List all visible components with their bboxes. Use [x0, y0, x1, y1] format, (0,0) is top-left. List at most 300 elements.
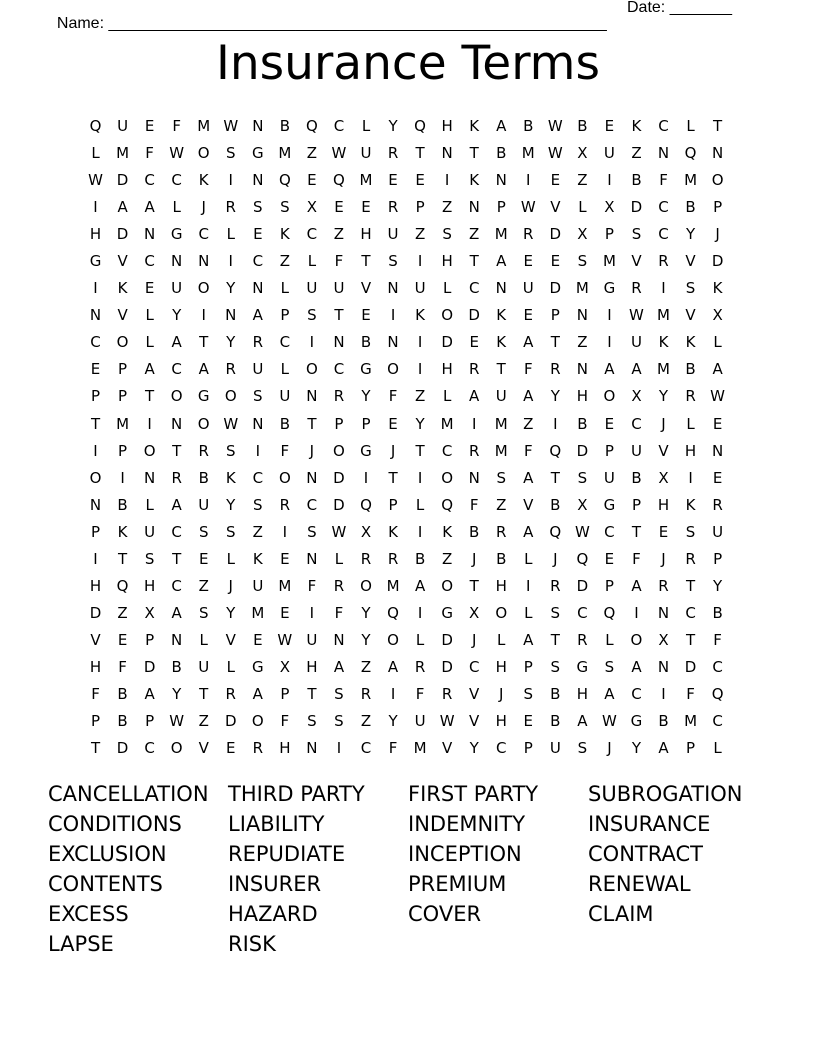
grid-cell[interactable]: I — [309, 333, 315, 352]
grid-cell[interactable]: H — [306, 657, 318, 676]
grid-cell[interactable]: P — [604, 441, 614, 460]
grid-cell[interactable]: T — [361, 252, 371, 271]
grid-cell[interactable]: N — [657, 657, 670, 676]
grid-cell[interactable]: I — [93, 198, 98, 217]
grid-cell[interactable]: Y — [172, 684, 182, 703]
grid-cell[interactable]: Z — [306, 144, 318, 163]
grid-cell[interactable]: T — [199, 333, 209, 352]
grid-cell[interactable]: A — [144, 360, 155, 379]
grid-cell[interactable]: Y — [226, 495, 236, 514]
grid-cell[interactable]: G — [576, 657, 589, 676]
grid-cell[interactable]: H — [143, 576, 156, 595]
grid-cell[interactable]: G — [89, 252, 102, 271]
grid-cell[interactable]: F — [469, 495, 479, 514]
grid-cell[interactable]: O — [170, 739, 183, 758]
grid-cell[interactable]: U — [414, 712, 426, 731]
grid-cell[interactable]: I — [309, 603, 315, 622]
grid-cell[interactable]: R — [252, 739, 264, 758]
grid-cell[interactable]: N — [306, 739, 318, 758]
grid-cell[interactable]: S — [550, 657, 561, 676]
grid-cell[interactable]: C — [333, 117, 345, 135]
grid-cell[interactable]: M — [116, 144, 130, 163]
grid-cell[interactable]: G — [603, 279, 616, 298]
grid-cell[interactable]: M — [494, 414, 508, 433]
grid-cell[interactable]: A — [252, 684, 263, 703]
grid-cell[interactable]: B — [279, 117, 290, 135]
grid-cell[interactable]: M — [521, 144, 535, 163]
grid-cell[interactable]: S — [253, 495, 263, 514]
grid-cell[interactable]: I — [417, 468, 423, 487]
grid-cell[interactable]: K — [496, 306, 507, 325]
grid-cell[interactable]: I — [417, 252, 423, 271]
grid-cell[interactable]: P — [550, 306, 560, 325]
grid-cell[interactable]: W — [169, 144, 185, 163]
grid-cell[interactable]: C — [712, 657, 723, 676]
grid-cell[interactable]: N — [144, 225, 156, 244]
grid-cell[interactable]: I — [417, 603, 423, 622]
grid-cell[interactable]: P — [91, 387, 101, 406]
grid-cell[interactable]: U — [630, 441, 642, 460]
grid-cell[interactable]: U — [333, 279, 345, 298]
grid-cell[interactable]: Z — [523, 414, 534, 433]
grid-cell[interactable]: T — [90, 414, 101, 433]
grid-cell[interactable]: W — [331, 144, 347, 163]
grid-cell[interactable]: A — [631, 657, 642, 676]
grid-cell[interactable]: L — [226, 225, 235, 244]
grid-cell[interactable]: X — [306, 198, 318, 217]
grid-cell[interactable]: R — [631, 279, 642, 298]
grid-cell[interactable]: N — [495, 279, 507, 298]
grid-cell[interactable]: F — [334, 603, 344, 622]
grid-cell[interactable]: R — [550, 576, 561, 595]
grid-cell[interactable]: T — [307, 414, 317, 433]
grid-cell[interactable]: Y — [631, 739, 642, 758]
grid-cell[interactable]: B — [279, 414, 290, 433]
grid-cell[interactable]: Y — [226, 333, 236, 352]
grid-cell[interactable]: A — [523, 333, 534, 352]
grid-cell[interactable]: M — [657, 360, 670, 379]
grid-cell[interactable]: N — [252, 414, 264, 433]
grid-cell[interactable]: B — [685, 198, 696, 217]
grid-cell[interactable]: T — [90, 739, 101, 758]
grid-cell[interactable]: Z — [360, 657, 372, 676]
grid-cell[interactable]: L — [713, 333, 722, 352]
grid-cell[interactable]: U — [414, 279, 426, 298]
grid-cell[interactable]: R — [225, 198, 236, 217]
grid-cell[interactable]: A — [198, 360, 209, 379]
grid-cell[interactable]: L — [361, 117, 371, 135]
grid-cell[interactable]: W — [520, 198, 536, 217]
grid-cell[interactable]: R — [658, 576, 669, 595]
grid-cell[interactable]: E — [550, 171, 561, 190]
grid-cell[interactable]: N — [711, 144, 724, 163]
grid-cell[interactable]: I — [93, 549, 98, 568]
grid-cell[interactable]: E — [604, 117, 615, 135]
grid-cell[interactable]: C — [144, 739, 155, 758]
grid-cell[interactable]: A — [604, 360, 615, 379]
grid-cell[interactable]: Y — [388, 712, 398, 731]
grid-cell[interactable]: C — [171, 576, 182, 595]
grid-cell[interactable]: P — [118, 360, 128, 379]
grid-cell[interactable]: O — [441, 306, 454, 325]
grid-cell[interactable]: C — [658, 225, 669, 244]
grid-cell[interactable]: K — [469, 117, 480, 135]
grid-cell[interactable]: T — [631, 522, 642, 541]
grid-cell[interactable]: L — [686, 414, 695, 433]
grid-cell[interactable]: C — [144, 252, 155, 271]
grid-cell[interactable]: F — [659, 171, 668, 190]
grid-cell[interactable]: G — [170, 225, 183, 244]
grid-cell[interactable]: B — [414, 549, 426, 568]
grid-cell[interactable]: N — [252, 171, 264, 190]
grid-cell[interactable]: L — [307, 252, 317, 271]
grid-cell[interactable]: I — [444, 171, 450, 190]
grid-cell[interactable]: H — [657, 495, 670, 514]
grid-cell[interactable]: L — [145, 495, 154, 514]
grid-cell[interactable]: N — [306, 468, 318, 487]
grid-cell[interactable]: R — [414, 657, 426, 676]
grid-cell[interactable]: F — [145, 144, 154, 163]
grid-cell[interactable]: D — [224, 712, 237, 731]
grid-cell[interactable]: N — [441, 144, 453, 163]
grid-cell[interactable]: X — [144, 603, 155, 622]
grid-cell[interactable]: P — [388, 495, 398, 514]
grid-cell[interactable]: B — [469, 522, 480, 541]
grid-cell[interactable]: I — [336, 739, 342, 758]
grid-cell[interactable]: N — [333, 333, 345, 352]
grid-cell[interactable]: L — [226, 657, 235, 676]
grid-cell[interactable]: T — [469, 576, 479, 595]
grid-cell[interactable]: X — [712, 306, 723, 325]
grid-cell[interactable]: A — [523, 468, 534, 487]
grid-cell[interactable]: A — [523, 630, 534, 649]
grid-cell[interactable]: Y — [361, 603, 371, 622]
grid-cell[interactable]: L — [442, 279, 452, 298]
grid-cell[interactable]: C — [279, 333, 291, 352]
grid-cell[interactable]: W — [629, 306, 644, 325]
grid-cell[interactable]: S — [685, 522, 696, 541]
grid-cell[interactable]: O — [278, 468, 291, 487]
grid-cell[interactable]: A — [469, 387, 480, 406]
grid-cell[interactable]: A — [604, 684, 615, 703]
grid-cell[interactable]: D — [684, 657, 697, 676]
grid-cell[interactable]: A — [658, 739, 669, 758]
grid-cell[interactable]: F — [118, 657, 127, 676]
grid-cell[interactable]: K — [442, 522, 453, 541]
grid-cell[interactable]: B — [198, 468, 209, 487]
grid-cell[interactable]: P — [118, 387, 128, 406]
grid-cell[interactable]: R — [252, 333, 264, 352]
grid-cell[interactable]: R — [712, 495, 723, 514]
grid-cell[interactable]: V — [198, 739, 209, 758]
grid-cell[interactable]: Z — [117, 603, 128, 622]
grid-cell[interactable]: T — [550, 333, 560, 352]
grid-cell[interactable]: M — [684, 712, 698, 731]
grid-cell[interactable]: D — [441, 657, 453, 676]
grid-cell[interactable]: Q — [414, 117, 426, 135]
grid-cell[interactable]: V — [523, 495, 534, 514]
grid-cell[interactable]: V — [631, 252, 642, 271]
grid-cell[interactable]: C — [90, 333, 101, 352]
grid-cell[interactable]: W — [547, 144, 563, 163]
grid-cell[interactable]: L — [199, 630, 208, 649]
grid-cell[interactable]: I — [282, 522, 288, 541]
grid-cell[interactable]: E — [307, 171, 317, 190]
grid-cell[interactable]: K — [685, 495, 696, 514]
grid-cell[interactable]: H — [89, 225, 102, 244]
grid-cell[interactable]: W — [439, 712, 455, 731]
grid-cell[interactable]: S — [685, 279, 696, 298]
grid-cell[interactable]: P — [713, 549, 723, 568]
grid-cell[interactable]: S — [550, 603, 561, 622]
grid-cell[interactable]: E — [469, 333, 479, 352]
grid-cell[interactable]: Y — [226, 279, 236, 298]
grid-cell[interactable]: P — [91, 712, 101, 731]
grid-cell[interactable]: N — [144, 468, 156, 487]
grid-cell[interactable]: U — [252, 576, 264, 595]
grid-cell[interactable]: U — [549, 739, 561, 758]
grid-cell[interactable]: P — [686, 739, 696, 758]
grid-cell[interactable]: D — [549, 279, 562, 298]
grid-cell[interactable]: W — [547, 117, 563, 135]
grid-cell[interactable]: Q — [576, 549, 589, 568]
grid-cell[interactable]: U — [306, 279, 318, 298]
grid-cell[interactable]: P — [91, 522, 101, 541]
grid-cell[interactable]: B — [523, 117, 534, 135]
grid-cell[interactable]: J — [661, 549, 666, 568]
grid-cell[interactable]: J — [309, 441, 315, 460]
grid-cell[interactable]: V — [469, 712, 480, 731]
grid-cell[interactable]: R — [685, 387, 696, 406]
grid-cell[interactable]: M — [278, 576, 292, 595]
grid-cell[interactable]: D — [143, 657, 156, 676]
grid-cell[interactable]: S — [577, 252, 588, 271]
grid-cell[interactable]: O — [224, 387, 237, 406]
grid-cell[interactable]: L — [415, 630, 425, 649]
grid-cell[interactable]: S — [334, 712, 344, 731]
grid-cell[interactable]: Z — [198, 712, 209, 731]
grid-cell[interactable]: M — [494, 441, 508, 460]
grid-cell[interactable]: N — [495, 171, 507, 190]
grid-cell[interactable]: Z — [414, 225, 426, 244]
grid-cell[interactable]: W — [223, 414, 239, 433]
grid-cell[interactable]: T — [172, 441, 182, 460]
grid-cell[interactable]: R — [360, 549, 372, 568]
grid-cell[interactable]: C — [577, 603, 588, 622]
grid-cell[interactable]: V — [685, 306, 696, 325]
grid-cell[interactable]: A — [144, 684, 155, 703]
grid-cell[interactable]: H — [495, 576, 507, 595]
grid-cell[interactable]: Z — [414, 387, 426, 406]
grid-cell[interactable]: J — [553, 549, 558, 568]
grid-cell[interactable]: D — [711, 252, 724, 271]
grid-cell[interactable]: O — [333, 441, 345, 460]
grid-cell[interactable]: X — [577, 225, 588, 244]
grid-cell[interactable]: D — [576, 576, 589, 595]
grid-cell[interactable]: D — [333, 495, 345, 514]
grid-cell[interactable]: J — [228, 576, 233, 595]
grid-cell[interactable]: A — [631, 576, 642, 595]
grid-cell[interactable]: D — [89, 603, 102, 622]
grid-cell[interactable]: A — [171, 495, 182, 514]
grid-cell[interactable]: E — [117, 630, 128, 649]
grid-cell[interactable]: P — [604, 225, 614, 244]
grid-cell[interactable]: P — [631, 495, 641, 514]
grid-cell[interactable]: C — [252, 252, 264, 271]
grid-cell[interactable]: A — [333, 657, 345, 676]
grid-cell[interactable]: U — [630, 333, 642, 352]
grid-cell[interactable]: I — [201, 306, 206, 325]
grid-cell[interactable]: N — [306, 549, 318, 568]
grid-cell[interactable]: R — [225, 360, 236, 379]
grid-cell[interactable]: N — [657, 144, 670, 163]
grid-cell[interactable]: Z — [360, 712, 372, 731]
grid-cell[interactable]: D — [116, 739, 129, 758]
grid-cell[interactable]: P — [280, 684, 290, 703]
grid-cell[interactable]: P — [604, 576, 614, 595]
grid-cell[interactable]: E — [604, 549, 615, 568]
grid-cell[interactable]: A — [712, 360, 723, 379]
grid-cell[interactable]: T — [199, 684, 209, 703]
grid-cell[interactable]: D — [333, 468, 345, 487]
grid-cell[interactable]: M — [251, 603, 265, 622]
grid-cell[interactable]: J — [499, 684, 504, 703]
grid-cell[interactable]: T — [307, 684, 317, 703]
grid-cell[interactable]: S — [631, 225, 642, 244]
grid-cell[interactable]: E — [361, 198, 371, 217]
grid-cell[interactable]: C — [604, 522, 615, 541]
grid-cell[interactable]: I — [417, 522, 423, 541]
grid-cell[interactable]: A — [414, 576, 426, 595]
grid-cell[interactable]: O — [630, 630, 643, 649]
grid-cell[interactable]: U — [603, 144, 615, 163]
grid-cell[interactable]: I — [607, 171, 612, 190]
grid-cell[interactable]: D — [116, 225, 129, 244]
grid-cell[interactable]: Y — [361, 630, 371, 649]
grid-cell[interactable]: T — [469, 144, 479, 163]
grid-cell[interactable]: E — [712, 468, 723, 487]
grid-cell[interactable]: M — [386, 576, 400, 595]
grid-cell[interactable]: U — [171, 279, 183, 298]
grid-cell[interactable]: N — [468, 198, 480, 217]
grid-cell[interactable]: K — [631, 117, 642, 135]
grid-cell[interactable]: B — [360, 333, 372, 352]
grid-cell[interactable]: X — [279, 657, 290, 676]
grid-cell[interactable]: K — [117, 279, 128, 298]
grid-cell[interactable]: S — [225, 441, 236, 460]
grid-cell[interactable]: Z — [441, 198, 453, 217]
grid-cell[interactable]: G — [441, 603, 453, 622]
grid-cell[interactable]: I — [688, 468, 693, 487]
grid-cell[interactable]: S — [198, 522, 209, 541]
grid-cell[interactable]: Q — [441, 495, 454, 514]
grid-cell[interactable]: V — [90, 630, 101, 649]
grid-cell[interactable]: E — [604, 414, 615, 433]
grid-cell[interactable]: P — [713, 198, 723, 217]
grid-cell[interactable]: F — [632, 549, 641, 568]
grid-cell[interactable]: T — [713, 117, 723, 135]
grid-cell[interactable]: P — [334, 414, 344, 433]
grid-cell[interactable]: L — [145, 333, 154, 352]
grid-cell[interactable]: E — [253, 630, 263, 649]
grid-cell[interactable]: R — [550, 360, 561, 379]
grid-cell[interactable]: R — [333, 576, 345, 595]
grid-cell[interactable]: E — [523, 252, 534, 271]
grid-cell[interactable]: N — [306, 387, 318, 406]
grid-cell[interactable]: A — [577, 712, 588, 731]
grid-cell[interactable]: R — [441, 684, 453, 703]
grid-cell[interactable]: N — [225, 306, 237, 325]
grid-cell[interactable]: A — [387, 657, 399, 676]
grid-cell[interactable]: S — [307, 306, 317, 325]
grid-cell[interactable]: T — [117, 549, 128, 568]
grid-cell[interactable]: O — [360, 576, 372, 595]
grid-cell[interactable]: B — [631, 171, 642, 190]
grid-cell[interactable]: B — [550, 495, 561, 514]
grid-cell[interactable]: N — [333, 630, 345, 649]
grid-cell[interactable]: W — [88, 171, 103, 190]
grid-cell[interactable]: I — [553, 414, 558, 433]
grid-cell[interactable]: L — [226, 549, 235, 568]
grid-cell[interactable]: I — [526, 171, 531, 190]
grid-cell[interactable]: L — [280, 279, 290, 298]
grid-cell[interactable]: T — [496, 360, 506, 379]
grid-cell[interactable]: U — [198, 495, 210, 514]
grid-cell[interactable]: S — [334, 684, 344, 703]
grid-cell[interactable]: I — [661, 684, 666, 703]
grid-cell[interactable]: H — [441, 252, 453, 271]
grid-cell[interactable]: H — [279, 739, 291, 758]
grid-cell[interactable]: Y — [713, 576, 723, 595]
grid-cell[interactable]: H — [684, 441, 697, 460]
grid-cell[interactable]: Z — [631, 144, 642, 163]
grid-cell[interactable]: O — [143, 441, 156, 460]
grid-cell[interactable]: Z — [496, 495, 507, 514]
grid-cell[interactable]: F — [91, 684, 100, 703]
grid-cell[interactable]: B — [550, 712, 561, 731]
grid-cell[interactable]: T — [550, 630, 560, 649]
grid-cell[interactable]: A — [523, 522, 534, 541]
grid-cell[interactable]: R — [279, 495, 291, 514]
grid-cell[interactable]: U — [279, 387, 291, 406]
grid-cell[interactable]: V — [685, 252, 696, 271]
grid-cell[interactable]: P — [118, 441, 128, 460]
grid-cell[interactable]: M — [413, 739, 427, 758]
grid-cell[interactable]: T — [172, 549, 182, 568]
grid-cell[interactable]: V — [117, 306, 128, 325]
grid-cell[interactable]: I — [93, 441, 98, 460]
grid-cell[interactable]: P — [145, 630, 155, 649]
grid-cell[interactable]: U — [252, 360, 264, 379]
grid-cell[interactable]: C — [306, 225, 318, 244]
grid-cell[interactable]: L — [524, 603, 533, 622]
grid-cell[interactable]: Y — [550, 387, 560, 406]
grid-cell[interactable]: X — [577, 144, 588, 163]
grid-cell[interactable]: X — [469, 603, 480, 622]
grid-cell[interactable]: E — [361, 306, 371, 325]
grid-cell[interactable]: B — [685, 360, 696, 379]
grid-cell[interactable]: H — [576, 684, 588, 703]
grid-cell[interactable]: S — [307, 712, 317, 731]
grid-cell[interactable]: S — [225, 144, 236, 163]
grid-cell[interactable]: N — [711, 441, 724, 460]
grid-cell[interactable]: W — [601, 712, 617, 731]
grid-cell[interactable]: R — [387, 198, 399, 217]
grid-cell[interactable]: I — [607, 306, 612, 325]
grid-cell[interactable]: C — [360, 739, 372, 758]
grid-cell[interactable]: R — [198, 441, 209, 460]
grid-cell[interactable]: I — [147, 414, 152, 433]
